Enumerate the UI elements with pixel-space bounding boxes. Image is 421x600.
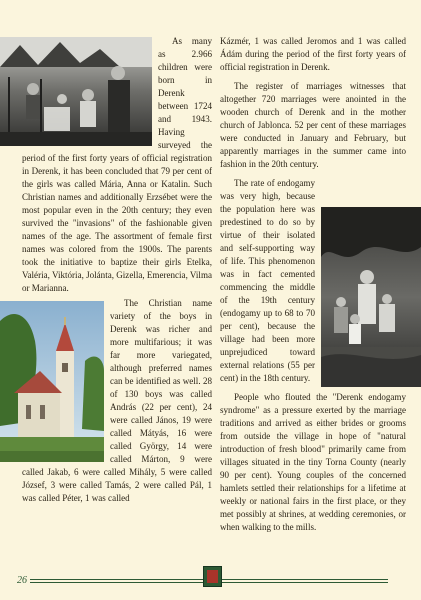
left-para-1: As many as 2.966 children were born in Derenk between 1724 and 1943. Having surveyed the period of the first forty years of official registration in Derenk, it has been concluded that 79 per cent of the girls was called Mária, Anna or Katalin. Such Christian names and additionally Erzsébet were the most popular even in the 20th century; they even survived the "invasions" of the fashionable given names of the age. The assortment of female first names was colored from the 1900s. The parents took the initiative to baptize their girls Etelka, Valéria, Viktória, Jolánta, Gizella, Emerencia, Vilma or Marianna. — [22, 35, 212, 295]
photo-children-family — [0, 37, 152, 146]
right-para-2: The register of marriages witnesses that altogether 720 marriages were anointed in the wooden church of Derenk and in the mother church of Jablonca. 52 per cent of these marriages were conducted in January and February, but apparently marriages in the summer came into fashion in the 20th century. — [220, 81, 406, 169]
right-para-4: People who flouted the "Derenk endogamy syndrome" as a pressure exerted by the marriage traditions and arrived as either brides or grooms from outside the village in hope of "natural introduction of fresh blood" primarily came from villages situated in the tiny Torna County (nearly 90 per cent). Young couples of the concerned hamlets settled their relationships for a lifetime at weekly or national fairs in the first place, or they met possibly at shrines, at wedding ceremonies, or when walking to the mills. — [220, 392, 406, 532]
emblem-center — [207, 570, 218, 583]
page-number: 26 — [14, 576, 30, 586]
right-column — [220, 35, 406, 534]
emblem-icon — [203, 566, 222, 587]
photo-women-children-group — [321, 207, 421, 387]
right-para-3: The rate of endogamy was very high, because the population here was predestined to do so by virtue of their isolated and self-supporting way of life. This phenomenon was in fact cemented commencing the middle of the 19th century (endogamy up to 68 to 70 per cent), because the village had been more unprejudiced toward external relations (55 per cent) in the 18th century. — [220, 177, 406, 385]
photo-church — [0, 301, 104, 462]
left-para-2: The Christian name variety of the boys in Derenk was richer and more multifarious; it was far more variegated, although preferred names can be identified as well. 28 of 130 boys was called András (22 per cent), 24 were called János, 19 were called Mátyás, 16 were called György, 14 were called Márton, 9 were called Jakab, 6 were called Mihály, 5 were called József, 3 were called Tamás, 2 were called Pál, 1 was called Péter, 1 was called — [22, 297, 212, 505]
left-column — [22, 35, 212, 505]
right-para-1: Kázmér, 1 was called Jeromos and 1 was called Ádám during the period of the first forty years of official registration in Derenk. — [220, 36, 406, 72]
